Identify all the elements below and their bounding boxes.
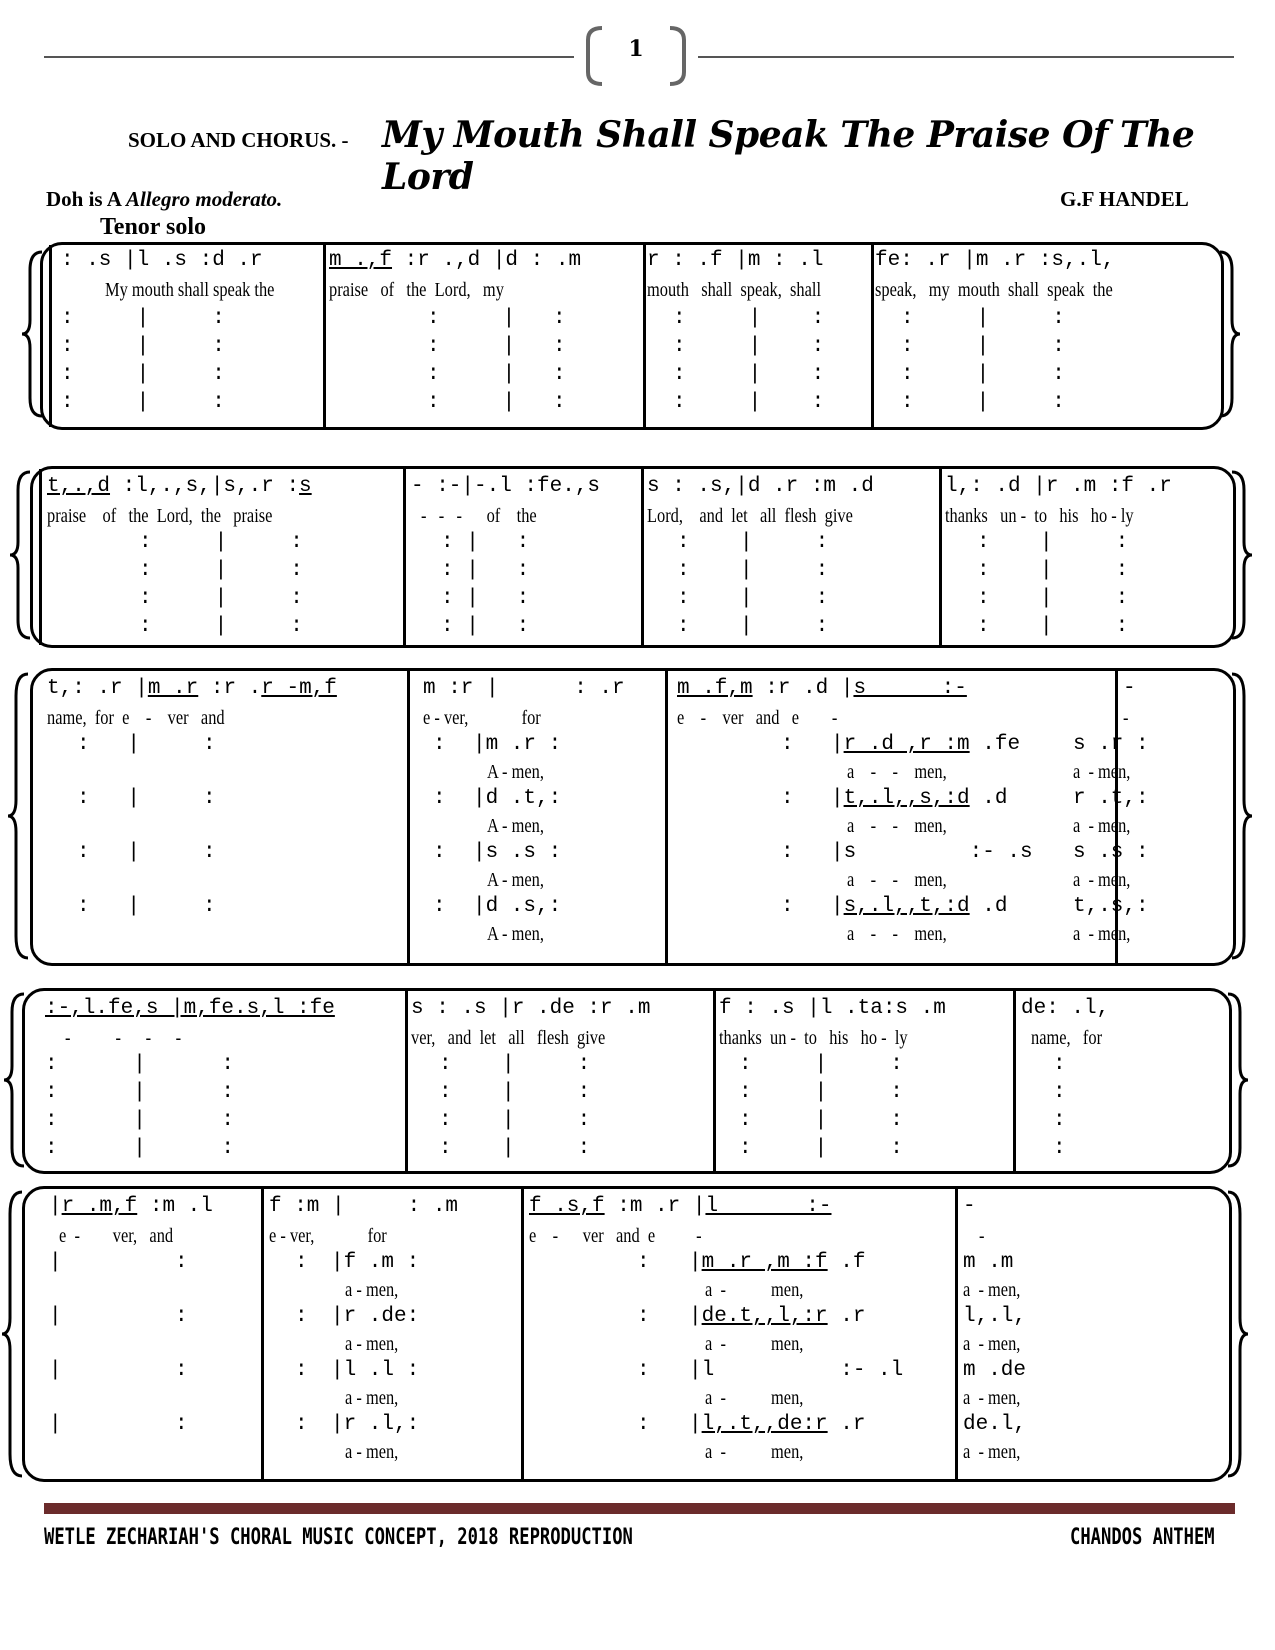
amen-lyric: a - men,	[963, 1387, 1021, 1409]
rest-line: :	[637, 1305, 650, 1328]
lyric-line: Lord, and let all flesh give	[647, 505, 853, 527]
rest-line: :	[781, 733, 794, 756]
amen-lyric: a - men,	[1073, 815, 1131, 837]
rest-line: : | :	[677, 559, 829, 582]
amen-lyric: A - men,	[487, 815, 544, 837]
tonic-sol-fa-notes: de: .l,	[1021, 997, 1110, 1020]
amen-notes: t,.s,:	[1073, 895, 1149, 918]
rest-line: : | :	[677, 615, 829, 638]
rest-line: :	[781, 787, 794, 810]
page-number: 1	[628, 36, 644, 62]
tonic-sol-fa-notes: m :r | : .r	[423, 677, 625, 700]
amen-notes: |s .s :	[473, 841, 562, 864]
lyric-line: e - ver, for	[423, 707, 541, 729]
rest-line: : | :	[139, 587, 303, 610]
rest-line: : | :	[673, 363, 825, 386]
amen-notes: m .m	[963, 1251, 1014, 1274]
bar-line	[665, 671, 668, 963]
score-system-4	[22, 988, 1232, 1174]
rest-line: : | :	[139, 531, 303, 554]
amen-lyric: a - men,	[345, 1279, 399, 1301]
rest-line: :	[433, 787, 446, 810]
lyric-line: name, for	[1031, 1027, 1103, 1049]
note-group: :l,.,s,|s,.r :	[110, 475, 300, 498]
tempo-marking: Allegro moderato.	[125, 187, 283, 211]
rest-line: : | :	[439, 1109, 591, 1132]
rest-line: :	[781, 895, 794, 918]
voice-label: Tenor solo	[100, 214, 207, 240]
rest-line: :	[637, 1251, 650, 1274]
rest-line: : | :	[441, 587, 530, 610]
rest-line: | :	[49, 1251, 188, 1274]
note-group: m .r	[147, 677, 199, 700]
note-group: :r .,d |d : .m	[392, 249, 582, 272]
lyric-line: e - ver, and	[59, 1225, 174, 1247]
rest-line: : | :	[739, 1137, 903, 1160]
note-group: |	[49, 1195, 62, 1218]
rest-line: : | :	[77, 841, 216, 864]
amen-notes: |r .de:	[331, 1305, 420, 1328]
header-rule-right	[698, 56, 1234, 58]
lyric-line: speak, my mouth shall speak the	[875, 279, 1113, 301]
rest-line: : | :	[139, 615, 303, 638]
footer-credit: WETLE ZECHARIAH'S CHORAL MUSIC CONCEPT, 2018 REPRODUCTION	[44, 1525, 633, 1550]
rest-line: : | :	[977, 559, 1129, 582]
header-rule-left	[44, 56, 574, 58]
rest-line: : | :	[441, 615, 530, 638]
amen-notes: |m .r :	[473, 733, 562, 756]
rest-line: : | :	[427, 335, 566, 358]
rest-line: : | :	[441, 559, 530, 582]
rest-line: : | :	[439, 1053, 591, 1076]
rest-line: : | :	[901, 335, 1065, 358]
rest-line: : | :	[901, 391, 1065, 414]
rest-line: : | :	[739, 1109, 903, 1132]
note-group: l :-	[705, 1195, 832, 1218]
amen-notes	[689, 1305, 865, 1328]
rest-line: : | :	[977, 587, 1129, 610]
note-group: r .m,f	[61, 1195, 138, 1218]
rest-line: : | :	[427, 391, 566, 414]
rest-line: : | :	[441, 531, 530, 554]
song-title: My Mouth Shall Speak The Praise Of The Lord	[382, 114, 1195, 198]
rest-line: : | :	[739, 1053, 903, 1076]
lyric-line: praise of the Lord, my	[329, 279, 504, 301]
rest-line: : | :	[977, 615, 1129, 638]
key-tempo	[46, 187, 282, 212]
footer-rule	[44, 1503, 1235, 1514]
rest-line: :	[1053, 1053, 1066, 1076]
rest-line: : | :	[61, 307, 225, 330]
rest-line: | :	[49, 1305, 188, 1328]
note-group: s :-	[853, 677, 967, 700]
amen-lyric: a - men,	[705, 1279, 804, 1301]
bar-line	[403, 469, 406, 645]
note-group: |	[831, 895, 844, 918]
bar-line	[521, 1189, 524, 1479]
system-double-bar	[49, 245, 52, 427]
rest-line: : | :	[901, 363, 1065, 386]
rest-line: :	[295, 1305, 308, 1328]
brace-right-2	[1230, 470, 1254, 640]
score-system-3	[30, 668, 1236, 966]
amen-notes: |d .t,:	[473, 787, 562, 810]
note-group: f .s,f	[529, 1195, 605, 1218]
note-group: :m .l	[137, 1195, 213, 1218]
bar-line	[955, 1189, 958, 1479]
rest-line: :	[433, 733, 446, 756]
note-group: m .r ,m :f	[701, 1251, 828, 1274]
tonic-sol-fa-notes	[49, 1195, 213, 1218]
amen-notes	[831, 787, 1007, 810]
composer: G.F HANDEL	[1060, 187, 1189, 211]
amen-lyric: a - men,	[963, 1279, 1021, 1301]
note-group: |	[689, 1413, 702, 1436]
amen-notes	[689, 1413, 865, 1436]
rest-line: :	[637, 1359, 650, 1382]
note-group: .f	[827, 1251, 866, 1274]
amen-lyric: A - men,	[487, 869, 544, 891]
amen-lyric: a - men,	[963, 1441, 1021, 1463]
rest-line: :	[295, 1359, 308, 1382]
bar-line	[643, 245, 646, 427]
note-group: l,.t,,de:r	[701, 1413, 828, 1436]
rest-line: : | :	[673, 335, 825, 358]
rest-line: : | :	[977, 531, 1129, 554]
lyric-line: thanks un - to his ho - ly	[719, 1027, 908, 1049]
tonic-sol-fa-notes: : .s |l .s :d .r	[61, 249, 263, 272]
lyric-line: name, for e - ver and	[47, 707, 225, 729]
amen-notes: |l :- .l	[689, 1359, 904, 1382]
lyric-line: ver, and let all flesh give	[411, 1027, 606, 1049]
note-group: .fe	[969, 733, 1021, 756]
lyric-line: -	[1123, 707, 1129, 729]
amen-lyric: a - men,	[345, 1333, 399, 1355]
amen-lyric: a - - men,	[847, 923, 947, 945]
amen-notes	[689, 1251, 865, 1274]
brace-left-3	[6, 672, 30, 960]
amen-lyric: a - men,	[705, 1441, 804, 1463]
tonic-sol-fa-notes: fe: .r |m .r :s,.l,	[875, 249, 1115, 272]
note-group: t,.,d	[47, 475, 111, 498]
brace-right-1	[1218, 250, 1242, 418]
amen-lyric: a - - men,	[847, 869, 947, 891]
lyric-line: e - ver and e -	[677, 707, 838, 729]
brace-left-4	[2, 992, 26, 1168]
score-system-1	[40, 242, 1224, 430]
rest-line: : | :	[439, 1081, 591, 1104]
note-group: :m .r |	[604, 1195, 706, 1218]
bar-line	[405, 991, 408, 1171]
rest-line: : | :	[673, 391, 825, 414]
score-system-2	[30, 466, 1236, 648]
note-group: s	[299, 475, 312, 498]
note-group: |	[689, 1305, 702, 1328]
note-group: .d	[969, 787, 1008, 810]
amen-notes: l,.l,	[963, 1305, 1027, 1328]
amen-lyric: a - men,	[963, 1333, 1021, 1355]
amen-lyric: A - men,	[487, 761, 544, 783]
lyric-line: - - - -	[65, 1027, 182, 1049]
rest-line: :	[295, 1413, 308, 1436]
amen-notes: s .s :	[1073, 841, 1149, 864]
tonic-sol-fa-notes: -	[963, 1195, 976, 1218]
amen-notes: |s :- .s	[831, 841, 1033, 864]
rest-line: :	[433, 895, 446, 918]
bar-line	[407, 671, 410, 963]
rest-line: : | :	[45, 1081, 235, 1104]
note-group: m .f,m	[677, 677, 753, 700]
amen-lyric: a - men,	[1073, 923, 1131, 945]
amen-notes: |r .l,:	[331, 1413, 420, 1436]
amen-notes: r .t,:	[1073, 787, 1149, 810]
rest-line: :	[433, 841, 446, 864]
tonic-sol-fa-notes: l,: .d |r .m :f .r	[945, 475, 1172, 498]
note-group: .r	[827, 1305, 866, 1328]
rest-line: : | :	[45, 1109, 235, 1132]
note-group: |	[831, 733, 844, 756]
lyric-line: - - - of the	[421, 505, 537, 527]
tonic-sol-fa-notes	[677, 677, 967, 700]
amen-lyric: a - men,	[1073, 761, 1131, 783]
note-group: r .d ,r :m	[843, 733, 970, 756]
rest-line: :	[1053, 1137, 1066, 1160]
note-group: de.t,,l,:r	[701, 1305, 828, 1328]
rest-line: : | :	[427, 363, 566, 386]
lyric-line: e - ver and e -	[529, 1225, 702, 1247]
score-system-5	[22, 1186, 1232, 1482]
note-group: |	[689, 1251, 702, 1274]
rest-line: : | :	[61, 391, 225, 414]
rest-line: : | :	[77, 895, 216, 918]
lyric-line: My mouth shall speak the	[105, 279, 275, 301]
lyric-line: thanks un - to his ho - ly	[945, 505, 1134, 527]
tonic-sol-fa-notes: - :-|-.l :fe.,s	[411, 475, 601, 498]
bar-line	[939, 469, 942, 645]
tonic-sol-fa-notes	[329, 249, 581, 272]
amen-notes: s .r :	[1073, 733, 1149, 756]
amen-notes: |f .m :	[331, 1251, 420, 1274]
amen-lyric: a - men,	[705, 1333, 804, 1355]
tonic-sol-fa-notes: s : .s |r .de :r .m	[411, 997, 651, 1020]
bar-line	[323, 245, 326, 427]
key-signature: Doh is A	[46, 187, 121, 211]
rest-line: | :	[49, 1359, 188, 1382]
amen-notes	[831, 895, 1007, 918]
amen-lyric: a - men,	[345, 1441, 399, 1463]
rest-line: : | :	[673, 307, 825, 330]
tonic-sol-fa-notes: -	[1123, 677, 1136, 700]
amen-lyric: a - - men,	[847, 761, 947, 783]
note-group: .r	[827, 1413, 866, 1436]
footer-work-title: CHANDOS ANTHEM	[1070, 1525, 1215, 1550]
amen-notes: |d .s,:	[473, 895, 562, 918]
rest-line: : | :	[439, 1137, 591, 1160]
note-group: s,.l,,t,:d	[843, 895, 970, 918]
bar-line	[641, 469, 644, 645]
rest-line: :	[1053, 1109, 1066, 1132]
amen-notes: de.l,	[963, 1413, 1027, 1436]
note-group: m .,f	[329, 249, 393, 272]
rest-line: : | :	[427, 307, 566, 330]
tonic-sol-fa-notes: s : .s,|d .r :m .d	[647, 475, 874, 498]
amen-notes: |l .l :	[331, 1359, 420, 1382]
rest-line: : | :	[677, 587, 829, 610]
brace-left-1	[20, 250, 44, 418]
amen-lyric: a - men,	[345, 1387, 399, 1409]
system-double-bar	[39, 469, 42, 645]
tonic-sol-fa-notes: f : .s |l .ta:s .m	[719, 997, 946, 1020]
rest-line: : | :	[45, 1137, 235, 1160]
brace-right-4	[1226, 992, 1250, 1168]
rest-line: : | :	[901, 307, 1065, 330]
amen-notes: m .de	[963, 1359, 1027, 1382]
rest-line: :	[295, 1251, 308, 1274]
amen-notes	[831, 733, 1020, 756]
bar-line	[713, 991, 716, 1171]
rest-line: : | :	[45, 1053, 235, 1076]
tonic-sol-fa-notes	[47, 677, 337, 700]
rest-line: : | :	[677, 531, 829, 554]
rest-line: : | :	[77, 733, 216, 756]
rest-line: : | :	[61, 335, 225, 358]
bar-line	[261, 1189, 264, 1479]
note-group: :r .	[198, 677, 262, 700]
note-group: |	[831, 787, 844, 810]
tonic-sol-fa-notes: :-,l.fe,s |m,fe.s,l :fe	[45, 997, 335, 1020]
brace-right-3	[1230, 672, 1254, 960]
rest-line: : | :	[739, 1081, 903, 1104]
bar-line	[871, 245, 874, 427]
amen-lyric: a - men,	[1073, 869, 1131, 891]
rest-line: : | :	[61, 363, 225, 386]
rest-line: : | :	[139, 559, 303, 582]
note-group: t,: .r |	[47, 677, 148, 700]
bar-line	[1013, 991, 1016, 1171]
amen-lyric: a - - men,	[847, 815, 947, 837]
lyric-line: e - ver, for	[269, 1225, 387, 1247]
amen-lyric: A - men,	[487, 923, 544, 945]
rest-line: :	[781, 841, 794, 864]
note-group: t,.l,,s,:d	[843, 787, 970, 810]
brace-right-5	[1226, 1190, 1250, 1478]
lyric-line: -	[979, 1225, 985, 1247]
tonic-sol-fa-notes: f :m | : .m	[269, 1195, 459, 1218]
tonic-sol-fa-notes	[529, 1195, 831, 1218]
rest-line: :	[1053, 1081, 1066, 1104]
rest-line: : | :	[77, 787, 216, 810]
rest-line: | :	[49, 1413, 188, 1436]
note-group: :r .d |	[752, 677, 854, 700]
note-group: .d	[969, 895, 1008, 918]
note-group: r -m,f	[261, 677, 337, 700]
brace-left-5	[0, 1190, 24, 1478]
tonic-sol-fa-notes	[47, 475, 312, 498]
tonic-sol-fa-notes: r : .f |m : .l	[647, 249, 824, 272]
lyric-line: mouth shall speak, shall	[647, 279, 822, 301]
lyric-line: praise of the Lord, the praise	[47, 505, 273, 527]
brace-left-2	[8, 470, 32, 640]
amen-lyric: a - men,	[705, 1387, 804, 1409]
section-label: SOLO AND CHORUS. -	[128, 128, 349, 152]
rest-line: :	[637, 1413, 650, 1436]
